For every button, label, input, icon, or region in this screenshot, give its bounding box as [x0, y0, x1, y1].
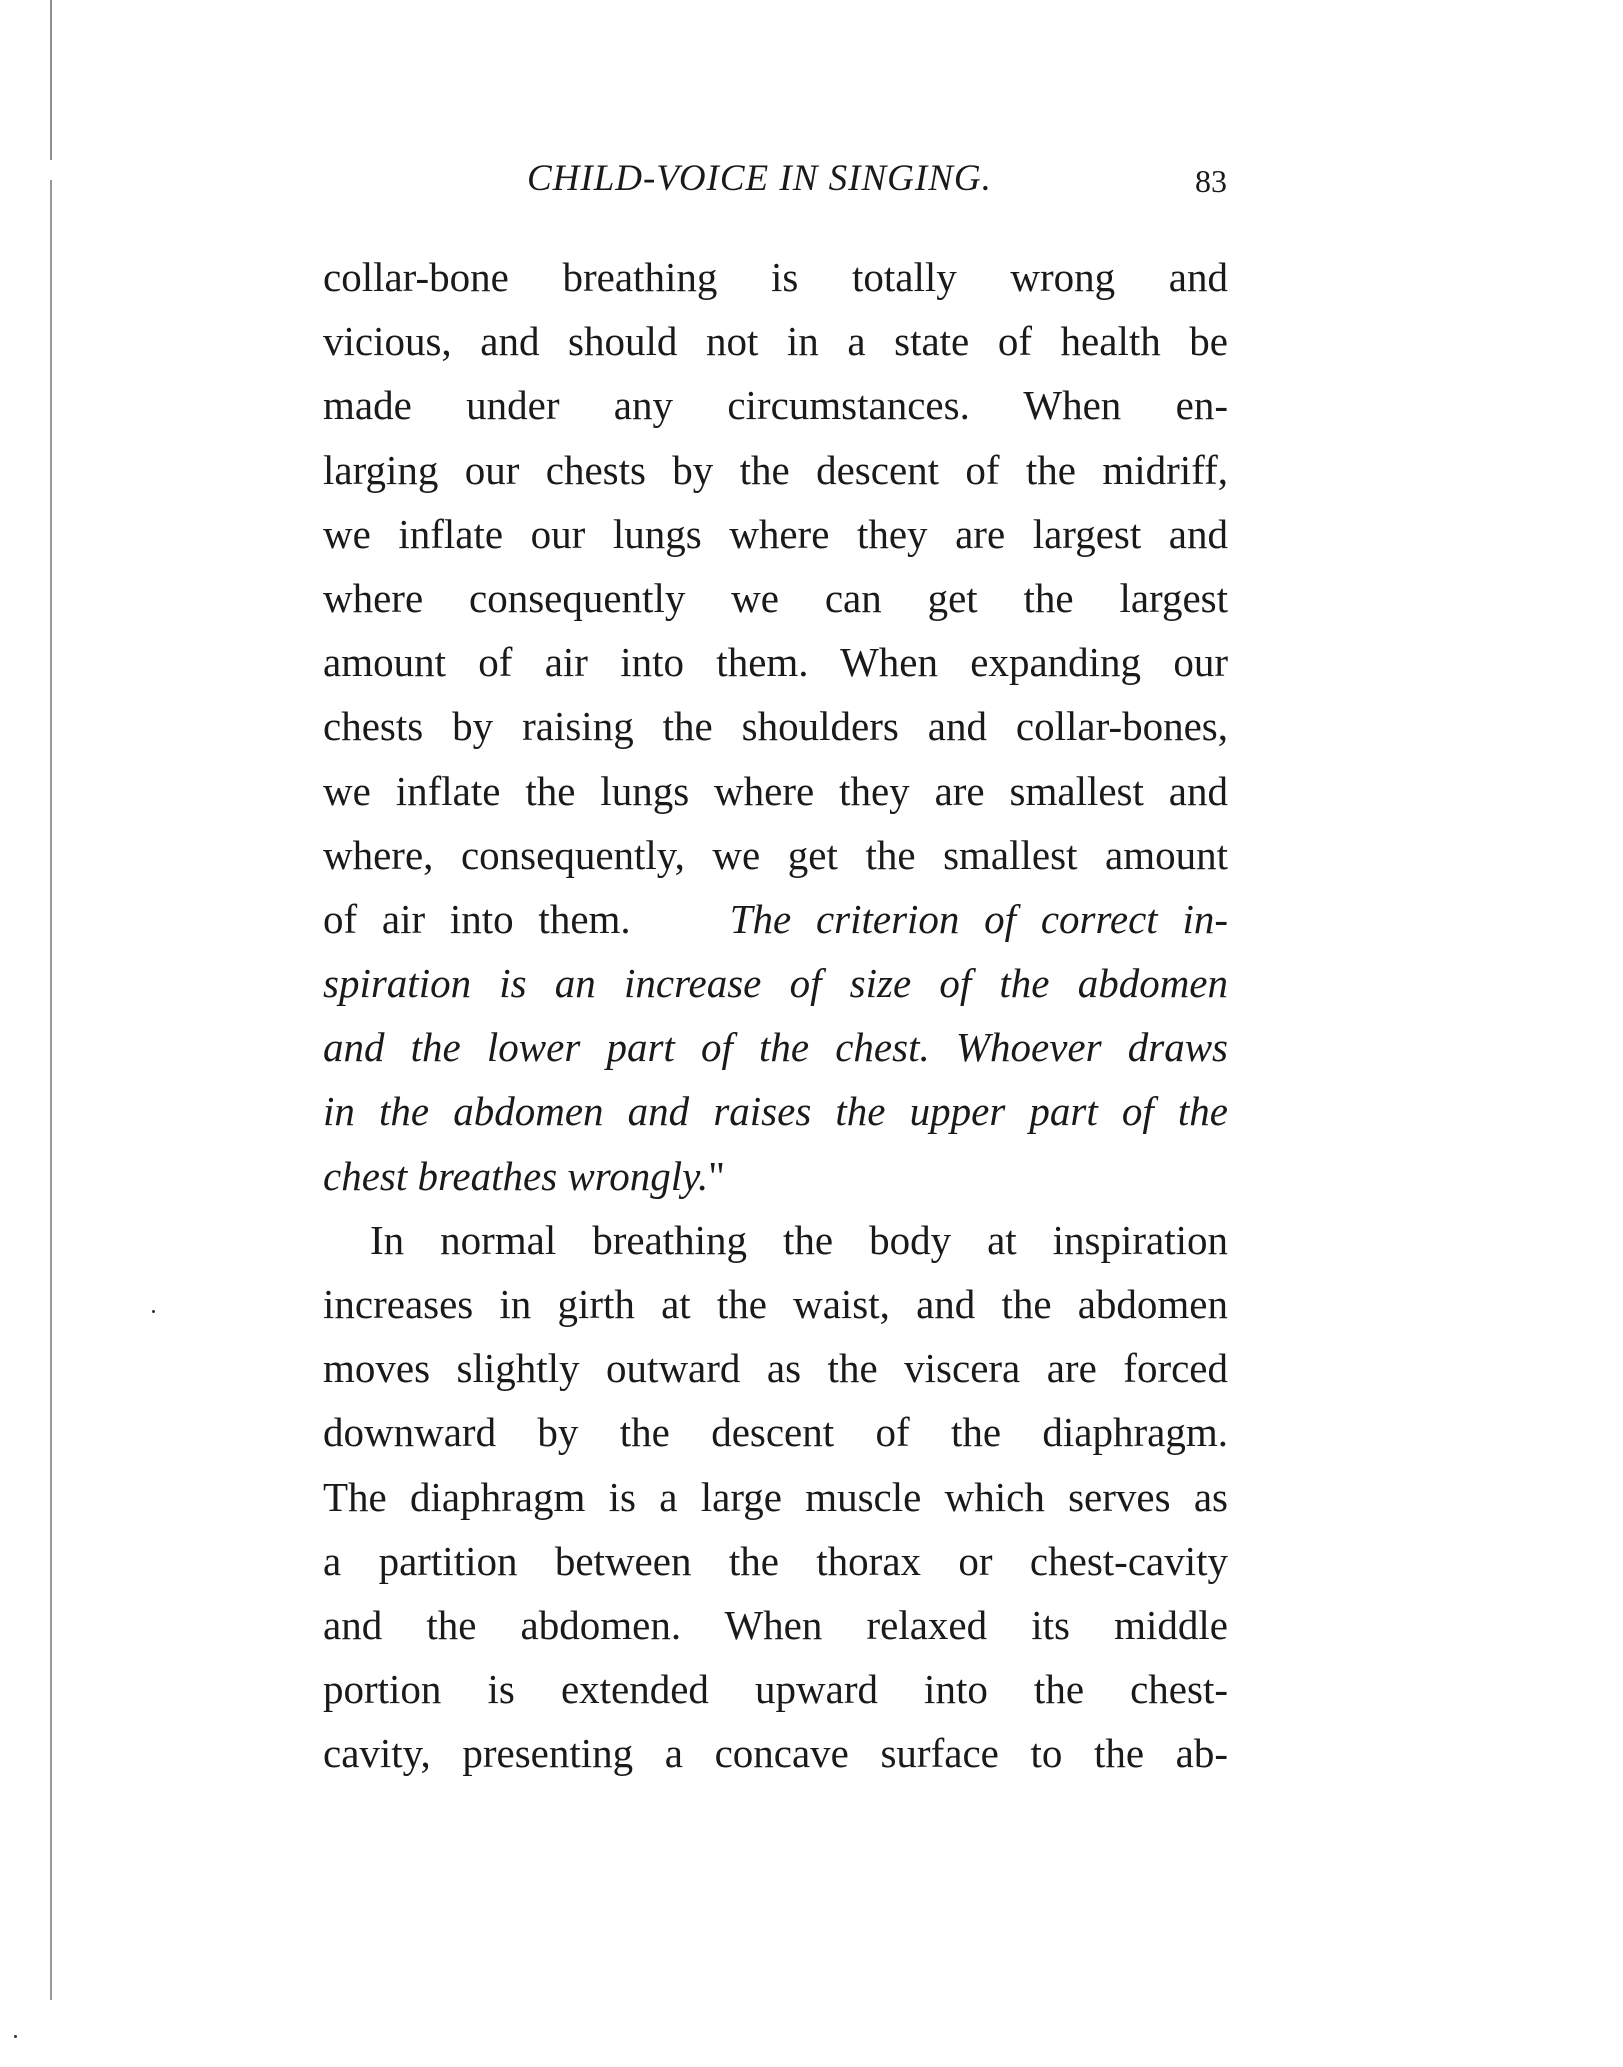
paragraph-first-line: In normal breathing the body at inspiration [370, 1216, 1228, 1263]
body-text [323, 245, 1228, 1786]
text-line: amount of air into them. When expanding our [323, 639, 1228, 686]
text-line: made under any circumstances. When en- [323, 382, 1228, 429]
closing-quote: " [708, 1152, 726, 1199]
text-line: portion is extended upward into the chest- [323, 1666, 1228, 1713]
text-line: vicious, and should not in a state of health be [323, 318, 1228, 365]
scan-speck [152, 1310, 155, 1313]
text-line: we inflate our lungs where they are largest and [323, 510, 1228, 557]
text-line: a partition between the thorax or chest-cavity [323, 1537, 1228, 1584]
text-line-mixed [323, 887, 1228, 951]
text-line: collar-bone breathing is totally wrong and [323, 254, 1228, 300]
page-number: 83 [1195, 163, 1227, 199]
gutter-scan-line [50, 0, 52, 2000]
text-line: cavity, presenting a concave surface to the ab- [323, 1730, 1228, 1777]
text-line: chests by raising the shoulders and collar-bones, [323, 703, 1228, 750]
italic-line: in the abdomen and raises the upper part of the [323, 1088, 1228, 1135]
text-line: and the abdomen. When relaxed its middle [323, 1601, 1228, 1648]
running-head: CHILD-VOICE IN SINGING. [527, 158, 992, 199]
italic-segment: The criterion of correct in- [729, 895, 1228, 942]
text-line: we inflate the lungs where they are smallest and [323, 767, 1228, 814]
italic-line: spiration is an increase of size of the abdomen [323, 960, 1228, 1007]
text-line: downward by the descent of the diaphragm. [323, 1409, 1228, 1456]
text-line: where consequently we can get the largest [323, 574, 1228, 621]
text-line: where, consequently, we get the smallest amount [323, 831, 1228, 878]
text-line: larging our chests by the descent of the midriff, [323, 446, 1228, 493]
text-line: moves slightly outward as the viscera are forced [323, 1345, 1228, 1392]
page-header [527, 157, 1227, 207]
roman-segment: of air into them. [323, 895, 631, 942]
italic-segment: chest breathes wrongly. [323, 1152, 709, 1199]
text-line: The diaphragm is a large muscle which serves as [323, 1473, 1228, 1520]
scan-speck [14, 2035, 17, 2038]
text-line: increases in girth at the waist, and the abdomen [323, 1281, 1228, 1327]
italic-line: and the lower part of the chest. Whoever draws [323, 1024, 1228, 1071]
paragraph-end-line [323, 1144, 1228, 1208]
